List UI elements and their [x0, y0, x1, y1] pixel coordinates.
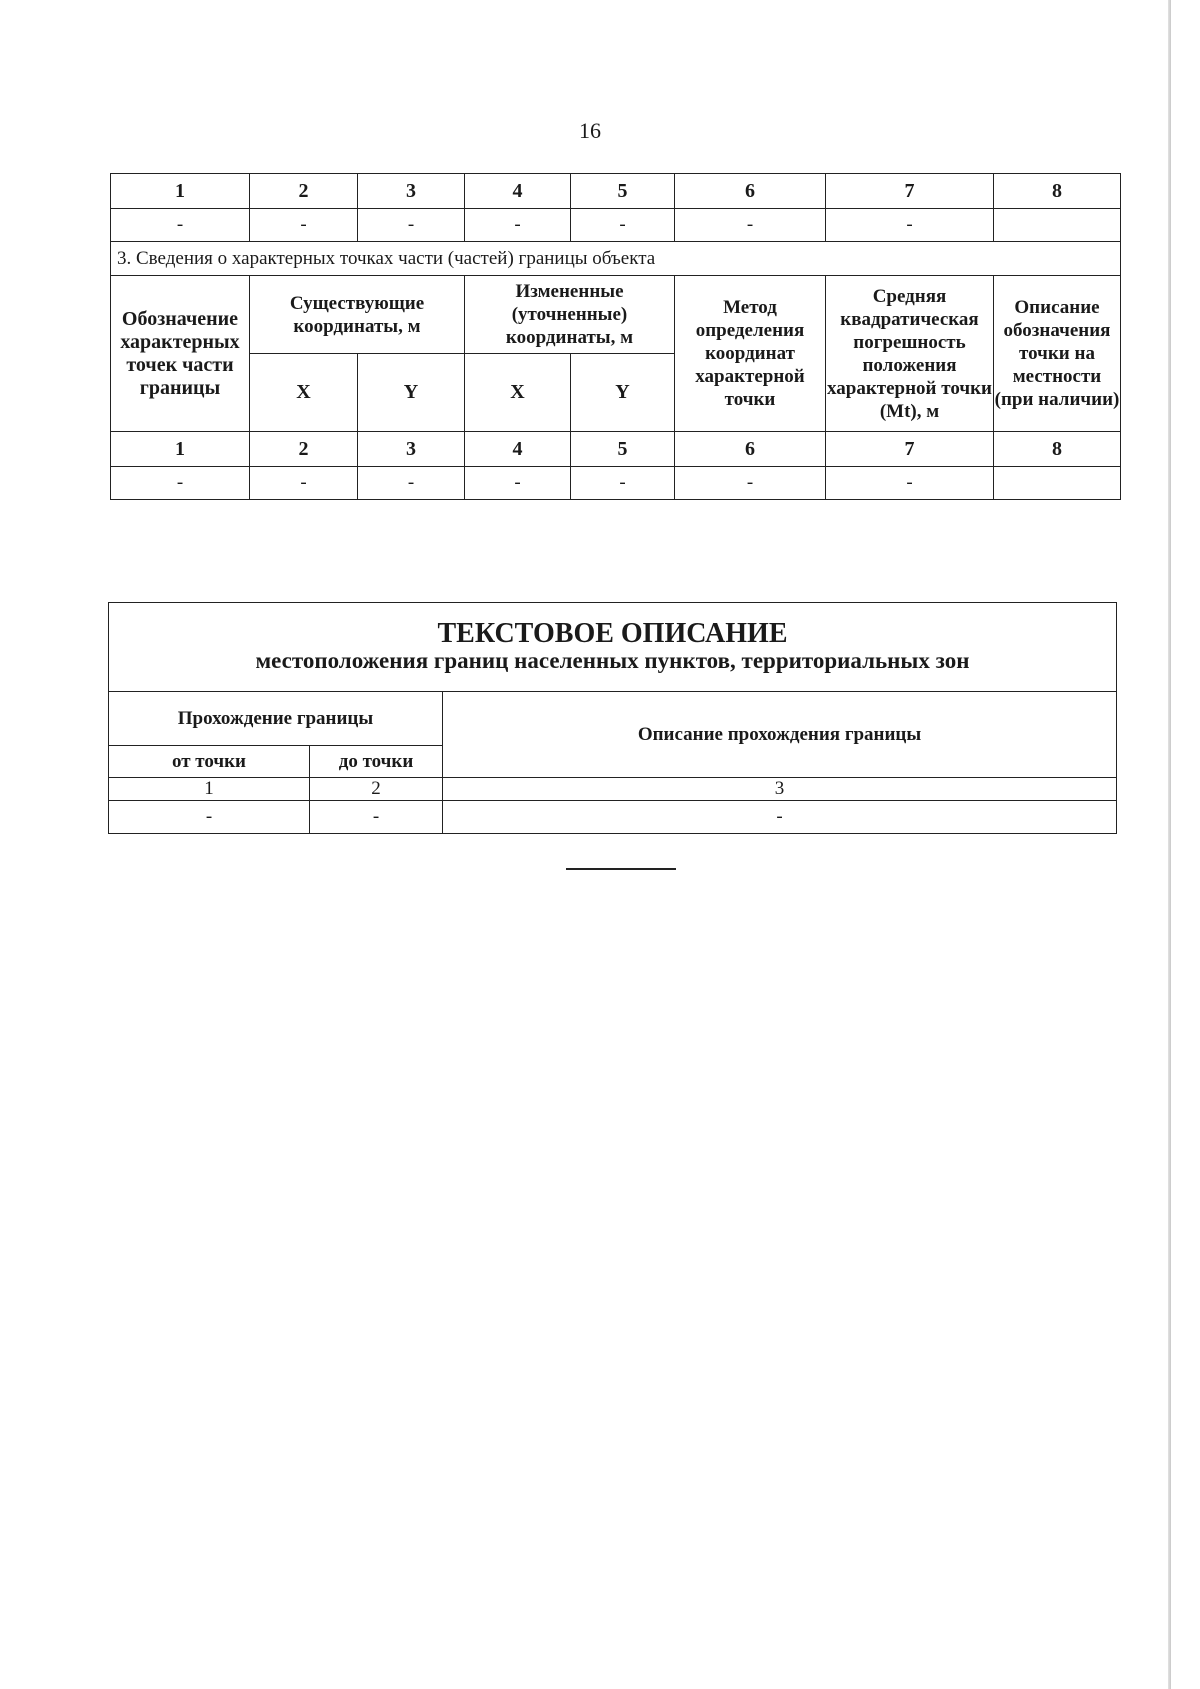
page-number: 16: [579, 118, 601, 143]
document-subtitle: местоположения границ населенных пунктов, территориальных зон: [255, 648, 970, 673]
header-existing-coordinates: Существующие координаты, м: [250, 276, 465, 354]
section-title-row: [111, 242, 1121, 276]
table-cell: -: [675, 467, 826, 500]
table-cell: -: [826, 209, 994, 242]
table-cell: -: [675, 209, 826, 242]
header-to-point: до точки: [310, 746, 443, 778]
column-number: 2: [310, 778, 443, 801]
table-cell: -: [571, 209, 675, 242]
title-cell: [109, 603, 1117, 692]
header-mean-error: Средняя квадратическая погрешность положения характерной точки (Mt), м: [826, 276, 994, 432]
header-row-top: [111, 276, 1121, 354]
column-number: 8: [994, 432, 1121, 467]
table-cell: -: [358, 467, 465, 500]
column-number: 4: [465, 432, 571, 467]
top-column-number-row: [111, 174, 1121, 209]
column-number: 6: [675, 174, 826, 209]
empty-data-row: [111, 467, 1121, 500]
column-number-row: [109, 778, 1117, 801]
table-cell: -: [358, 209, 465, 242]
header-designation: Обозначение характерных точек части границы: [111, 276, 250, 432]
table-cell: [994, 209, 1121, 242]
table-cell: -: [826, 467, 994, 500]
column-number: 3: [358, 432, 465, 467]
characteristic-points-table: [110, 173, 1121, 500]
column-number: 2: [250, 174, 358, 209]
column-number: 7: [826, 432, 994, 467]
table-cell: -: [250, 467, 358, 500]
header-y-existing: Y: [358, 354, 465, 432]
header-changed-coordinates: Измененные (уточненные) координаты, м: [465, 276, 675, 354]
header-x-changed: X: [465, 354, 571, 432]
column-number: 5: [571, 174, 675, 209]
top-empty-data-row: [111, 209, 1121, 242]
header-method: Метод определения координат характерной точки: [675, 276, 826, 432]
document-title: ТЕКСТОВОЕ ОПИСАНИЕ: [437, 618, 788, 649]
empty-data-row: [109, 801, 1117, 834]
column-number: 8: [994, 174, 1121, 209]
header-passage-description: Описание прохождения границы: [443, 692, 1117, 778]
table-cell: -: [250, 209, 358, 242]
header-y-changed: Y: [571, 354, 675, 432]
header-x-existing: X: [250, 354, 358, 432]
column-number: 7: [826, 174, 994, 209]
header-boundary-passage: Прохождение границы: [109, 692, 443, 746]
title-row: [109, 603, 1117, 692]
table-cell: -: [465, 467, 571, 500]
table-cell: -: [111, 209, 250, 242]
boundary-text-description-table: [108, 602, 1117, 834]
section-title: 3. Сведения о характерных точках части (частей) границы объекта: [111, 242, 1121, 276]
table-cell: -: [465, 209, 571, 242]
header-description: Описание обозначения точки на местности (при наличии): [994, 276, 1121, 432]
column-number: 4: [465, 174, 571, 209]
page-edge: [1168, 0, 1171, 1689]
table-cell: -: [443, 801, 1117, 834]
header-row-top: [109, 692, 1117, 746]
column-number-row: [111, 432, 1121, 467]
header-from-point: от точки: [109, 746, 310, 778]
column-number: 1: [111, 432, 250, 467]
column-number: 3: [358, 174, 465, 209]
table-cell: -: [109, 801, 310, 834]
table-cell: -: [310, 801, 443, 834]
column-number: 1: [109, 778, 310, 801]
table-cell: -: [571, 467, 675, 500]
column-number: 3: [443, 778, 1117, 801]
column-number: 6: [675, 432, 826, 467]
column-number: 2: [250, 432, 358, 467]
table-cell: -: [111, 467, 250, 500]
closing-line: [566, 868, 676, 870]
table-cell: [994, 467, 1121, 500]
column-number: 1: [111, 174, 250, 209]
column-number: 5: [571, 432, 675, 467]
